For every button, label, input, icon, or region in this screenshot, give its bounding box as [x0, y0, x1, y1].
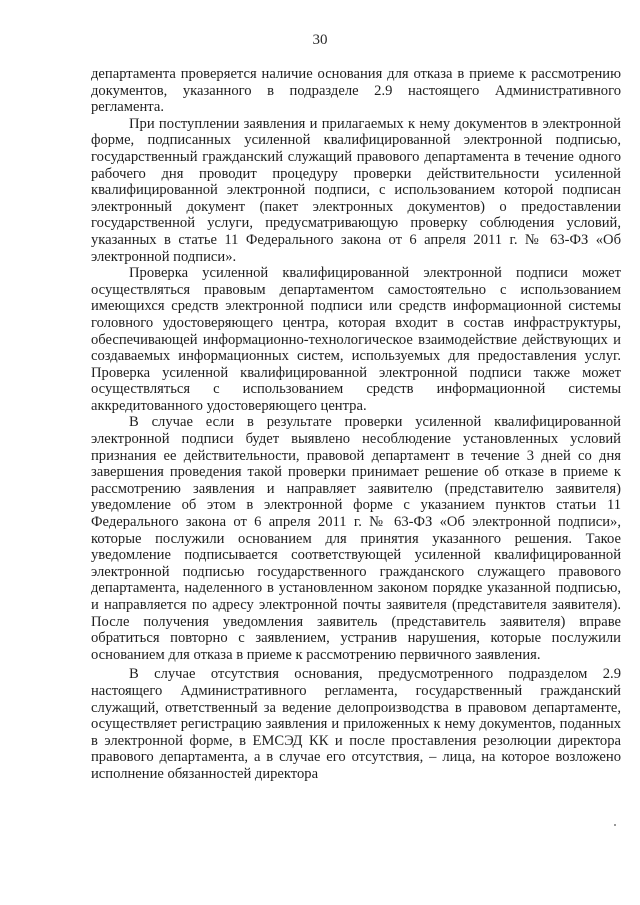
paragraph-continuation: департамента проверяется наличие основания для отказа в приеме к рассмотрению документов, указанного в подразделе 2.9 настоящего Административного регламента.: [91, 66, 621, 116]
paragraph-signature-verification: Проверка усиленной квалифицированной электронной подписи может осуществляться правовым департаментом самостоятельно с использованием имеющихся средств электронной подписи или средств информационной системы головного удостоверяющего центра, которая входит в состав инфраструктуры, обеспечивающей информационно-технологическое взаимодействие действующих и создаваемых информационных систем, используемых для предоставления услуг. Проверка усиленной квалифицированной электронной подписи также может осуществляться с использованием средств информационной системы аккредитованного удостоверяющего центра.: [91, 265, 621, 414]
page-number: 30: [312, 32, 328, 48]
paragraph-electronic-submission: При поступлении заявления и прилагаемых к нему документов в электронной форме, подписанных усиленной квалифицированной электронной подписью, государственный гражданский служащий правового департамента в течение одного рабочего дня проводит процедуру проверки действительности усиленной квалифицированной электронной подписи, с использованием которой подписан электронный документ (пакет электронных документов) о предоставлении государственной услуги, предусматривающую проверку соблюдения условий, указанных в статье 11 Федерального закона от 6 апреля 2011 г. № 63-ФЗ «Об электронной подписи».: [91, 115, 621, 265]
paragraph-registration: В случае отсутствия основания, предусмотренного подразделом 2.9 настоящего Административного регламента, государственный гражданский служащий, ответственный за ведение делопроизводства в правовом департаменте, осуществляет регистрацию заявления и приложенных к нему документов, поданных в электронной форме, в ЕМСЭД КК и после проставления резолюции директора правового департамента, а в случае его отсутствия, – лица, на которое возложено исполнение обязанностей директора: [91, 666, 621, 782]
page-body: [91, 66, 621, 783]
scan-speck: [614, 824, 616, 826]
paragraph-verification-failure: В случае если в результате проверки усиленной квалифицированной электронной подписи будет выявлено несоблюдение установленных условий признания ее действительности, правовой департамент в течение 3 дней со дня завершения проведения такой проверки принимает решение об отказе в приеме к рассмотрению заявления и направляет заявителю (представителю заявителя) уведомление об этом в электронной форме с указанием пунктов статьи 11 Федерального закона от 6 апреля 2011 г. № 63-ФЗ «Об электронной подписи», которые послужили основанием для принятия указанного решения. Такое уведомление подписывается соответствующей усиленной квалифицированной электронной подписью государственного гражданского служащего правового департамента, наделенного в установленном законом порядке указанной подписью, и направляется по адресу электронной почты заявителя (представителя заявителя). После получения уведомления заявитель (представитель заявителя) вправе обратиться повторно с заявлением, устранив нарушения, которые послужили основанием для отказа в приеме к рассмотрению первичного заявления.: [91, 414, 621, 663]
